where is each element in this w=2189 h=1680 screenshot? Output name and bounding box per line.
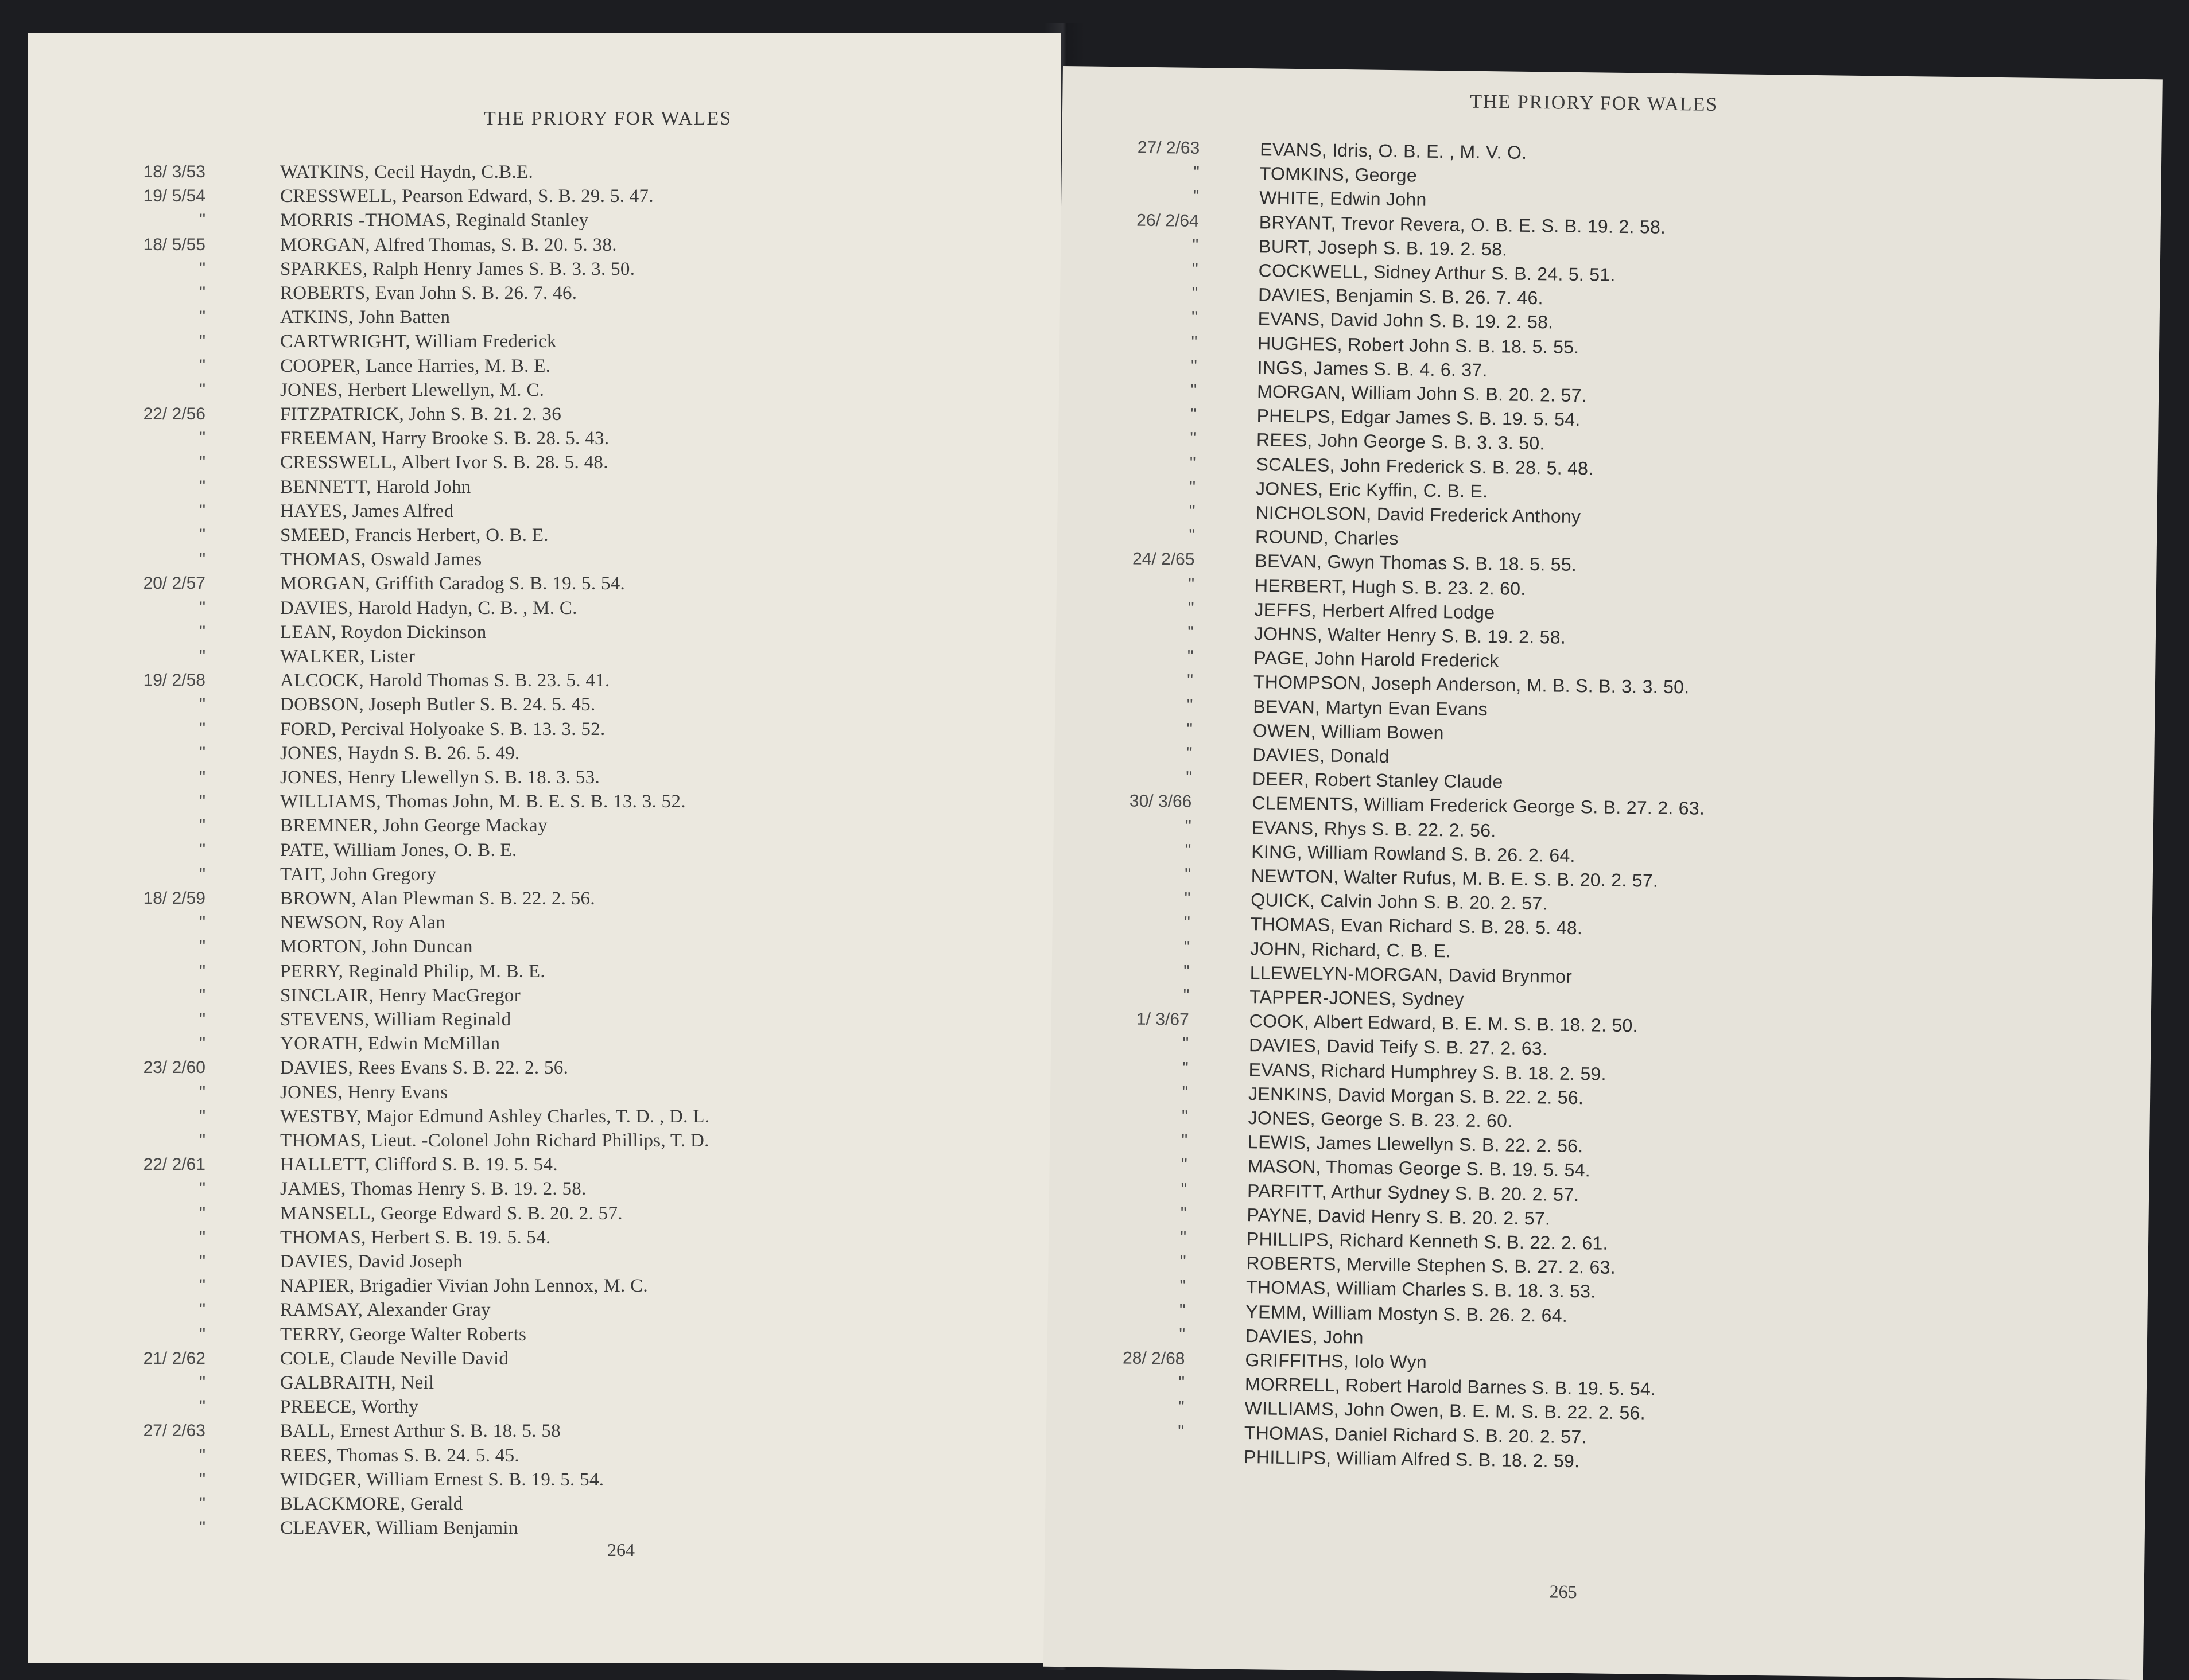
- entry-row: [28, 1323, 1061, 1347]
- entry-date: ": [199, 598, 205, 617]
- entry-date: ": [199, 1131, 205, 1150]
- entry-row: [28, 1298, 1061, 1322]
- entry-date: ": [1190, 380, 1197, 400]
- entry-name: THOMAS, Herbert S. B. 19. 5. 54.: [280, 1227, 551, 1248]
- entry-row: [28, 184, 1061, 208]
- entry-name: COCKWELL, Sidney Arthur S. B. 24. 5. 51.: [1258, 260, 1616, 285]
- entry-name: JONES, Henry Llewellyn S. B. 18. 3. 53.: [280, 767, 600, 788]
- entry-date: 21/ 2/62: [143, 1348, 205, 1368]
- entry-name: JONES, George S. B. 23. 2. 60.: [1248, 1107, 1513, 1131]
- entry-date: ": [199, 768, 205, 787]
- entry-row: [28, 935, 1061, 959]
- entry-row: [28, 1274, 1061, 1298]
- entry-row: [28, 281, 1061, 305]
- entry-date: ": [199, 622, 205, 641]
- entry-date: ": [199, 1445, 205, 1465]
- entry-name: THOMAS, Lieut. -Colonel John Richard Phillips, T. D.: [280, 1130, 709, 1151]
- entry-row: [28, 741, 1061, 765]
- entry-date: ": [1185, 841, 1191, 860]
- entry-name: THOMAS, Evan Richard S. B. 28. 5. 48.: [1250, 913, 1583, 939]
- entry-row: [28, 1419, 1061, 1443]
- entry-date: ": [1181, 1107, 1188, 1126]
- entry-name: TERRY, George Walter Roberts: [280, 1324, 527, 1345]
- entry-row: [28, 1492, 1061, 1516]
- entry-date: ": [1179, 1325, 1186, 1344]
- entry-row: [28, 765, 1061, 790]
- entry-name: REES, John George S. B. 3. 3. 50.: [1256, 429, 1545, 454]
- entry-name: BENNETT, Harold John: [280, 476, 471, 497]
- entry-date: ": [1178, 1398, 1185, 1417]
- entry-date: 18/ 5/55: [143, 235, 205, 254]
- entry-name: ROBERTS, Merville Stephen S. B. 27. 2. 63.: [1246, 1253, 1616, 1278]
- entry-row: [28, 814, 1061, 838]
- entry-name: THOMAS, William Charles S. B. 18. 3. 53.: [1245, 1277, 1596, 1302]
- entry-name: TOMKINS, George: [1259, 163, 1418, 186]
- entry-name: WHITE, Edwin John: [1259, 187, 1427, 211]
- entry-name: MORRELL, Robert Harold Barnes S. B. 19. 5. 54.: [1244, 1374, 1656, 1399]
- entry-row: [28, 547, 1061, 571]
- entry-date: ": [1189, 477, 1196, 497]
- entry-date: ": [199, 1276, 205, 1296]
- entry-name: GALBRAITH, Neil: [280, 1372, 434, 1393]
- entry-name: DEER, Robert Stanley Claude: [1252, 768, 1503, 792]
- entry-date: ": [199, 550, 205, 569]
- entry-row: [28, 1516, 1061, 1540]
- entry-name: NEWSON, Roy Alan: [280, 912, 446, 934]
- entry-name: TAPPER-JONES, Sydney: [1249, 986, 1464, 1010]
- entry-date: 30/ 3/66: [1129, 791, 1192, 812]
- entry-date: ": [199, 1518, 205, 1538]
- entry-date: ": [199, 792, 205, 811]
- entry-date: ": [1184, 889, 1191, 909]
- entry-date: ": [1188, 574, 1195, 594]
- entry-row: [28, 450, 1061, 475]
- entry-name: NAPIER, Brigadier Vivian John Lennox, M. C.: [280, 1275, 648, 1297]
- entry-date: ": [1182, 1035, 1189, 1054]
- entry-name: MORGAN, Alfred Thomas, S. B. 20. 5. 38.: [280, 234, 617, 255]
- entry-name: HALLETT, Clifford S. B. 19. 5. 54.: [280, 1154, 558, 1176]
- entry-row: [28, 354, 1061, 378]
- entry-date: ": [1191, 332, 1198, 352]
- entry-name: JOHNS, Walter Henry S. B. 19. 2. 58.: [1253, 623, 1566, 648]
- entry-date: 22/ 2/56: [143, 405, 205, 423]
- entry-date: ": [199, 647, 205, 666]
- entry-date: ": [1187, 671, 1194, 691]
- entry-date: ": [199, 308, 205, 327]
- entry-name: FREEMAN, Harry Brooke S. B. 28. 5. 43.: [280, 428, 610, 449]
- entry-date: ": [1190, 405, 1197, 425]
- entry-name: COLE, Claude Neville David: [280, 1348, 509, 1369]
- entry-name: MANSELL, George Edward S. B. 20. 2. 57.: [280, 1203, 623, 1224]
- entry-name: GRIFFITHS, Iolo Wyn: [1245, 1350, 1427, 1372]
- entry-date: ": [1178, 1422, 1185, 1441]
- entry-row: [28, 160, 1061, 184]
- entry-name: PARFITT, Arthur Sydney S. B. 20. 2. 57.: [1247, 1180, 1579, 1205]
- entry-row: [28, 571, 1061, 596]
- entry-date: ": [199, 1397, 205, 1417]
- page-number: 264: [607, 1539, 635, 1560]
- entry-date: ": [1186, 768, 1193, 788]
- entry-date: 24/ 2/65: [1132, 549, 1195, 570]
- entry-date: ": [1183, 986, 1190, 1005]
- entry-name: WESTBY, Major Edmund Ashley Charles, T. D. , D. L.: [280, 1106, 710, 1127]
- entry-name: DAVIES, Harold Hadyn, C. B. , M. C.: [280, 597, 577, 619]
- entry-name: DAVIES, Rees Evans S. B. 22. 2. 56.: [280, 1057, 569, 1079]
- entry-date: ": [199, 985, 205, 1005]
- entry-name: DAVIES, David Joseph: [280, 1251, 463, 1272]
- entry-date: ": [199, 477, 205, 496]
- entry-date: ": [1184, 865, 1191, 884]
- entry-name: REES, Thomas S. B. 24. 5. 45.: [280, 1445, 519, 1466]
- entry-row: [28, 983, 1061, 1008]
- entry-date: ": [1181, 1180, 1187, 1199]
- entry-date: ": [199, 1227, 205, 1247]
- entry-name: CLEMENTS, William Frederick George S. B. 27. 2. 63.: [1252, 792, 1705, 819]
- entry-date: 18/ 3/53: [143, 162, 205, 181]
- entry-row: [28, 1105, 1061, 1129]
- entry-date: ": [1178, 1373, 1185, 1393]
- entry-date: ": [1187, 598, 1194, 618]
- entry-row: [28, 1056, 1061, 1080]
- entry-date: ": [1189, 501, 1196, 521]
- entry-date: ": [199, 1252, 205, 1271]
- entry-name: PATE, William Jones, O. B. E.: [280, 839, 517, 861]
- entry-row: [28, 959, 1061, 983]
- entry-date: ": [1179, 1301, 1186, 1320]
- entry-date: 20/ 2/57: [143, 574, 205, 593]
- entry-date: ": [1193, 162, 1200, 182]
- entry-name: THOMAS, Oswald James: [280, 549, 482, 570]
- entry-name: EVANS, Idris, O. B. E. , M. V. O.: [1260, 139, 1527, 163]
- entry-date: 19/ 5/54: [143, 186, 205, 206]
- entry-date: ": [1190, 356, 1197, 376]
- entry-name: ROUND, Charles: [1255, 526, 1399, 549]
- entry-row: [28, 305, 1061, 329]
- entry-name: JEFFS, Herbert Alfred Lodge: [1254, 598, 1495, 623]
- entry-date: ": [1191, 283, 1198, 304]
- entry-date: ": [199, 719, 205, 738]
- entry-date: ": [199, 1034, 205, 1053]
- entry-row: [28, 693, 1061, 717]
- entry-row: [28, 378, 1061, 402]
- entry-name: BURT, Joseph S. B. 19. 2. 58.: [1258, 235, 1508, 260]
- entry-row: [28, 911, 1061, 935]
- entry-row: [28, 1226, 1061, 1250]
- entry-row: [28, 717, 1061, 741]
- entry-date: ": [1182, 1083, 1189, 1102]
- entry-name: NICHOLSON, David Frederick Anthony: [1255, 502, 1581, 527]
- right-page: [1043, 66, 2163, 1680]
- entry-date: ": [1191, 259, 1198, 279]
- entry-date: ": [199, 1469, 205, 1489]
- entry-name: MORGAN, Griffith Caradog S. B. 19. 5. 54.: [280, 573, 626, 594]
- entry-date: 1/ 3/67: [1136, 1009, 1189, 1029]
- entry-date: ": [1191, 308, 1198, 328]
- entry-name: INGS, James S. B. 4. 6. 37.: [1257, 356, 1488, 380]
- entry-name: DAVIES, Donald: [1252, 744, 1390, 767]
- entry-name: JOHN, Richard, C. B. E.: [1250, 938, 1451, 961]
- entry-name: WATKINS, Cecil Haydn, C.B.E.: [280, 162, 534, 182]
- entry-name: WILLIAMS, John Owen, B. E. M. S. B. 22. 2. 56.: [1244, 1398, 1646, 1424]
- entry-name: SINCLAIR, Henry MacGregor: [280, 985, 521, 1006]
- entry-date: ": [199, 501, 205, 520]
- entry-date: ": [199, 283, 205, 302]
- entry-row: [28, 1250, 1061, 1274]
- entry-date: ": [199, 332, 205, 351]
- entry-row: [28, 1080, 1061, 1105]
- entry-name: SMEED, Francis Herbert, O. B. E.: [280, 525, 549, 546]
- entry-date: ": [199, 840, 205, 860]
- entry-name: CRESSWELL, Albert Ivor S. B. 28. 5. 48.: [280, 452, 608, 473]
- entry-row: [28, 886, 1061, 911]
- entry-date: ": [199, 526, 205, 545]
- entry-name: MORTON, John Duncan: [280, 936, 473, 958]
- entry-date: ": [199, 1010, 205, 1029]
- entry-name: BALL, Ernest Arthur S. B. 18. 5. 58: [280, 1421, 561, 1442]
- entry-name: BROWN, Alan Plewman S. B. 22. 2. 56.: [280, 888, 595, 909]
- entry-name: HUGHES, Robert John S. B. 18. 5. 55.: [1257, 332, 1579, 357]
- entry-name: COOPER, Lance Harries, M. B. E.: [280, 355, 551, 376]
- entry-date: 28/ 2/68: [1122, 1348, 1185, 1368]
- entry-row: [28, 402, 1061, 426]
- entry-date: ": [1181, 1156, 1187, 1175]
- entry-date: 23/ 2/60: [143, 1058, 205, 1078]
- entry-name: WIDGER, William Ernest S. B. 19. 5. 54.: [280, 1469, 604, 1490]
- entry-row: [28, 208, 1061, 232]
- entry-date: ": [1185, 816, 1192, 836]
- entry-date: ": [1180, 1204, 1187, 1223]
- entry-row: [28, 329, 1061, 353]
- entry-row: [28, 1347, 1061, 1371]
- entry-row: [28, 1468, 1061, 1492]
- entry-name: CLEAVER, William Benjamin: [280, 1518, 518, 1539]
- entry-name: BEVAN, Martyn Evan Evans: [1253, 695, 1488, 720]
- entry-row: [28, 790, 1061, 814]
- entry-name: LEAN, Roydon Dickinson: [280, 621, 487, 643]
- entry-name: DOBSON, Joseph Butler S. B. 24. 5. 45.: [280, 694, 596, 715]
- entry-name: KING, William Rowland S. B. 26. 2. 64.: [1251, 841, 1575, 866]
- entry-date: ": [199, 743, 205, 763]
- entry-date: 27/ 2/63: [143, 1421, 205, 1441]
- entry-name: CARTWRIGHT, William Frederick: [280, 331, 557, 352]
- entry-name: FITZPATRICK, John S. B. 21. 2. 36: [280, 404, 562, 425]
- entry-name: NEWTON, Walter Rufus, M. B. E. S. B. 20. 2. 57.: [1251, 865, 1659, 891]
- entry-name: YEMM, William Mostyn S. B. 26. 2. 64.: [1245, 1301, 1568, 1326]
- entry-date: ": [199, 429, 205, 448]
- entry-date: ": [199, 1106, 205, 1126]
- entry-name: SPARKES, Ralph Henry James S. B. 3. 3. 50.: [280, 258, 635, 279]
- entry-date: ": [1187, 647, 1194, 667]
- entry-name: THOMPSON, Joseph Anderson, M. B. S. B. 3. 3. 50.: [1253, 671, 1690, 698]
- entry-name: PAGE, John Harold Frederick: [1253, 647, 1499, 671]
- entry-name: JONES, Herbert Llewellyn, M. C.: [280, 379, 545, 400]
- entry-name: SCALES, John Frederick S. B. 28. 5. 48.: [1256, 453, 1594, 479]
- entry-name: THOMAS, Daniel Richard S. B. 20. 2. 57.: [1244, 1422, 1587, 1447]
- entry-row: [28, 426, 1061, 450]
- entry-name: MASON, Thomas George S. B. 19. 5. 54.: [1247, 1156, 1591, 1181]
- entry-name: TAIT, John Gregory: [280, 864, 437, 885]
- entry-date: ": [199, 864, 205, 884]
- entry-row: [28, 475, 1061, 499]
- entry-name: PREECE, Worthy: [280, 1397, 419, 1418]
- entry-row: [28, 1444, 1061, 1468]
- entry-date: ": [1180, 1228, 1187, 1247]
- entry-row: [28, 233, 1061, 257]
- entry-date: ": [199, 1300, 205, 1320]
- entry-date: ": [199, 1324, 205, 1344]
- entry-name: ROBERTS, Evan John S. B. 26. 7. 46.: [280, 283, 577, 304]
- entry-name: RAMSAY, Alexander Gray: [280, 1300, 491, 1321]
- entry-date: ": [199, 453, 205, 472]
- entry-date: ": [199, 1203, 205, 1223]
- entry-row: [28, 1153, 1061, 1177]
- entry-date: ": [1183, 913, 1190, 933]
- entry-name: HERBERT, Hugh S. B. 23. 2. 60.: [1254, 574, 1526, 599]
- page-number: 265: [1549, 1581, 1577, 1603]
- entry-name: LEWIS, James Llewellyn S. B. 22. 2. 56.: [1247, 1131, 1583, 1157]
- entry-name: COOK, Albert Edward, B. E. M. S. B. 18. 2. 50.: [1249, 1010, 1639, 1036]
- entry-name: PHILLIPS, William Alfred S. B. 18. 2. 59.: [1244, 1446, 1580, 1471]
- entry-row: [28, 257, 1061, 281]
- entry-name: LLEWELYN-MORGAN, David Brynmor: [1249, 962, 1573, 987]
- entry-date: ": [199, 695, 205, 714]
- entry-date: ": [1181, 1131, 1188, 1150]
- entry-date: ": [1190, 429, 1197, 449]
- entry-name: BRYANT, Trevor Revera, O. B. E. S. B. 19. 2. 58.: [1259, 211, 1666, 238]
- running-header: THE PRIORY FOR WALES: [484, 108, 732, 129]
- entry-name: PHILLIPS, Richard Kenneth S. B. 22. 2. 61.: [1246, 1228, 1609, 1254]
- entry-row: [28, 1395, 1061, 1419]
- entry-name: EVANS, David John S. B. 19. 2. 58.: [1257, 308, 1554, 333]
- entry-row: [28, 1032, 1061, 1056]
- entry-name: OWEN, William Bowen: [1252, 720, 1444, 743]
- entry-row: [28, 596, 1061, 620]
- entry-date: ": [1187, 623, 1194, 642]
- entry-date: ": [199, 1082, 205, 1102]
- entry-name: PAYNE, David Henry S. B. 20. 2. 57.: [1247, 1204, 1551, 1229]
- entry-name: EVANS, Rhys S. B. 22. 2. 56.: [1251, 816, 1496, 841]
- entry-name: BREMNER, John George Mackay: [280, 815, 548, 837]
- entry-name: CRESSWELL, Pearson Edward, S. B. 29. 5. 47.: [280, 186, 654, 207]
- entry-date: ": [199, 816, 205, 835]
- entry-row: [28, 1008, 1061, 1032]
- entry-name: JAMES, Thomas Henry S. B. 19. 2. 58.: [280, 1179, 587, 1200]
- entry-date: ": [1179, 1277, 1186, 1296]
- entry-name: PERRY, Reginald Philip, M. B. E.: [280, 960, 545, 982]
- entry-date: ": [199, 913, 205, 932]
- entry-date: ": [199, 961, 205, 981]
- entry-row: [28, 644, 1061, 668]
- entry-date: ": [1183, 962, 1190, 981]
- entry-date: ": [1186, 695, 1193, 715]
- entry-date: ": [1192, 235, 1199, 255]
- entry-row: [28, 1201, 1061, 1226]
- entry-name: WALKER, Lister: [280, 646, 416, 667]
- entry-row: [28, 1129, 1061, 1153]
- entry-name: JONES, Haydn S. B. 26. 5. 49.: [280, 742, 520, 764]
- entry-date: 18/ 2/59: [143, 889, 205, 908]
- left-page: [28, 33, 1061, 1663]
- entry-date: ": [199, 937, 205, 956]
- entry-name: MORGAN, William John S. B. 20. 2. 57.: [1256, 381, 1588, 406]
- entry-name: ATKINS, John Batten: [280, 307, 451, 328]
- entry-row: [28, 620, 1061, 644]
- entry-name: ALCOCK, Harold Thomas S. B. 23. 5. 41.: [280, 670, 610, 691]
- entry-date: ": [1189, 453, 1196, 473]
- entry-date: 19/ 2/58: [143, 671, 205, 690]
- entry-name: DAVIES, David Teify S. B. 27. 2. 63.: [1248, 1035, 1548, 1059]
- entry-date: ": [199, 1179, 205, 1199]
- entry-name: JONES, Henry Evans: [280, 1082, 448, 1103]
- entry-date: ": [199, 356, 205, 375]
- entry-name: YORATH, Edwin McMillan: [280, 1033, 500, 1055]
- entry-date: ": [1182, 1059, 1189, 1078]
- entry-date: 26/ 2/64: [1136, 211, 1199, 231]
- entry-date: ": [1186, 744, 1193, 763]
- entry-name: STEVENS, William Reginald: [280, 1009, 511, 1030]
- entry-name: MORRIS -THOMAS, Reginald Stanley: [280, 210, 589, 231]
- entry-row: [28, 499, 1061, 523]
- entry-name: JONES, Eric Kyffin, C. B. E.: [1255, 477, 1488, 501]
- entry-date: ": [1179, 1252, 1186, 1271]
- entry-name: BEVAN, Gwyn Thomas S. B. 18. 5. 55.: [1255, 550, 1577, 575]
- entry-name: EVANS, Richard Humphrey S. B. 18. 2. 59.: [1248, 1059, 1607, 1084]
- entry-row: [28, 838, 1061, 862]
- entry-row: [28, 1177, 1061, 1201]
- entry-name: DAVIES, John: [1245, 1325, 1364, 1348]
- entry-name: HAYES, James Alfred: [280, 500, 454, 522]
- entry-name: WILLIAMS, Thomas John, M. B. E. S. B. 13. 3. 52.: [280, 791, 686, 812]
- entry-date: ": [1189, 526, 1196, 546]
- entry-date: ": [1186, 720, 1193, 739]
- entry-name: JENKINS, David Morgan S. B. 22. 2. 56.: [1248, 1083, 1584, 1109]
- entry-name: DAVIES, Benjamin S. B. 26. 7. 46.: [1257, 284, 1544, 309]
- entry-date: ": [199, 259, 205, 278]
- entry-date: 27/ 2/63: [1137, 138, 1200, 158]
- entry-name: BLACKMORE, Gerald: [280, 1494, 463, 1514]
- entry-row: [28, 1371, 1061, 1395]
- entry-date: ": [199, 1494, 205, 1513]
- entry-row: [28, 862, 1061, 886]
- entry-name: FORD, Percival Holyoake S. B. 13. 3. 52.: [280, 718, 606, 740]
- entry-date: ": [199, 211, 205, 230]
- entry-name: PHELPS, Edgar James S. B. 19. 5. 54.: [1256, 405, 1581, 430]
- entry-row: [28, 523, 1061, 547]
- running-header: THE PRIORY FOR WALES: [1470, 91, 1718, 115]
- entry-date: 22/ 2/61: [143, 1155, 205, 1175]
- entry-name: QUICK, Calvin John S. B. 20. 2. 57.: [1251, 889, 1548, 914]
- entry-date: ": [199, 1373, 205, 1392]
- entry-row: [28, 668, 1061, 693]
- entry-date: ": [199, 380, 205, 399]
- entry-date: ": [1183, 938, 1190, 957]
- entry-date: ": [1193, 187, 1200, 207]
